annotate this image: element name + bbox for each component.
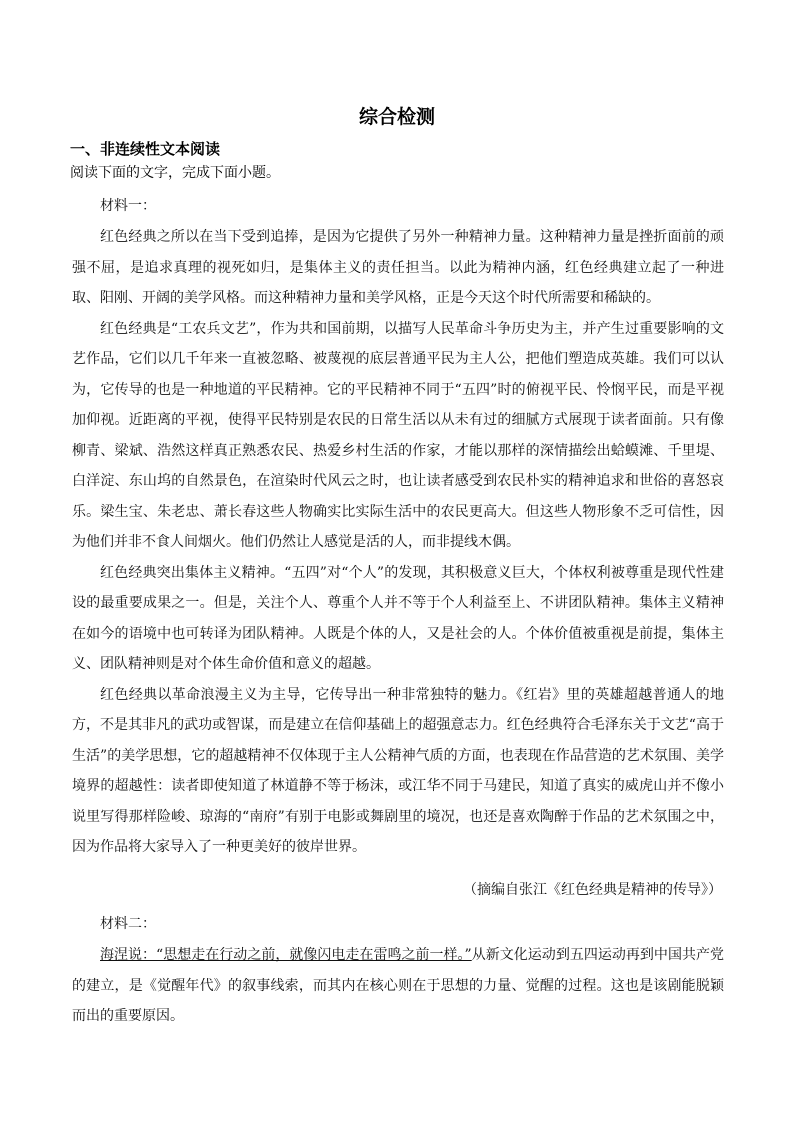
- material2-body: [72, 940, 724, 1032]
- material1-label: 材料一：: [100, 198, 156, 214]
- material1-paragraph: 红色经典之所以在当下受到追捧，是因为它提供了另外一种精神力量。这种精神力量是挫折面前的顽强不屈，是追求真理的视死如归，是集体主义的责任担当。以此为精神内涵，红色经典建立起了一种进取、阳刚、开阔的美学风格。而这种精神力量和美学风格，正是今天这个时代所需要和稀缺的。: [72, 229, 724, 306]
- material1-paragraph: 红色经典以革命浪漫主义为主导，它传导出一种非常独特的魅力。《红岩》里的英雄超越普通人的地方，不是其非凡的武功或智谋，而是建立在信仰基础上的超强意志力。红色经典符合毛泽东关于文艺“高于生活”的美学思想，它的超越精神不仅体现于主人公精神气质的方面，也表现在作品营造的艺术氛围、美学境界的超越性：读者即使知道了林道静不等于杨沫，或江华不同于马建民，知道了真实的威虎山并不像小说里写得那样险峻、琼海的“南府”有别于电影或舞剧里的境况，也还是喜欢陶醉于作品的艺术氛围之中，因为作品将大家导入了一种更美好的彼岸世界。: [72, 686, 724, 855]
- section-heading: 一、非连续性文本阅读: [70, 140, 221, 158]
- material1-body: [72, 222, 724, 863]
- material2-quote: 海涅说：“思想走在行动之前，就像闪电走在雷鸣之前一样。”: [100, 947, 472, 963]
- material2-paragraph-rest: 从新文化运动到五四运动再到中国共产党的建立，是《觉醒年代》的叙事线索，而其内在核心则在于思想的力量、觉醒的过程。这也是该剧能脱颖而出的重要原因。: [72, 947, 724, 1024]
- material1-paragraph: 红色经典是“工农兵文艺”，作为共和国前期，以描写人民革命斗争历史为主，并产生过重要影响的文艺作品，它们以几千年来一直被忽略、被蔑视的底层普通平民为主人公，把他们塑造成英雄。我们可以认为，它传导的也是一种地道的平民精神。它的平民精神不同于“五四”时的俯视平民、怜悯平民，而是平视加仰视。近距离的平视，使得平民特别是农民的日常生活以从未有过的细腻方式展现于读者面前。只有像柳青、梁斌、浩然这样真正熟悉农民、热爱乡村生活的作家，才能以那样的深情描绘出蛤蟆滩、千里堤、白洋淀、东山坞的自然景色，在渲染时代风云之时，也让读者感受到农民朴实的精神追求和世俗的喜怒哀乐。梁生宝、朱老忠、萧长春这些人物确实比实际生活中的农民更高大。但这些人物形象不乏可信性，因为他们并非不食人间烟火。他们仍然让人感觉是活的人，而非提线木偶。: [72, 320, 724, 550]
- material2-label: 材料二：: [100, 916, 156, 932]
- page-title: 综合检测: [358, 106, 435, 128]
- material1-source: （摘编自张江《红色经典是精神的传导》）: [463, 882, 722, 898]
- material1-paragraph: 红色经典突出集体主义精神。“五四”对“个人”的发现，其积极意义巨大，个体权利被尊重是现代性建设的最重要成果之一。但是，关注个人、尊重个人并不等于个人利益至上、不讲团队精神。集体主义精神在如今的语境中也可转译为团队精神。人既是个体的人，又是社会的人。个体价值被重视是前提，集体主义、团队精神则是对个体生命价值和意义的超越。: [72, 564, 724, 672]
- material2-paragraph: [72, 940, 724, 1032]
- instruction-text: 阅读下面的文字，完成下面小题。: [70, 165, 280, 181]
